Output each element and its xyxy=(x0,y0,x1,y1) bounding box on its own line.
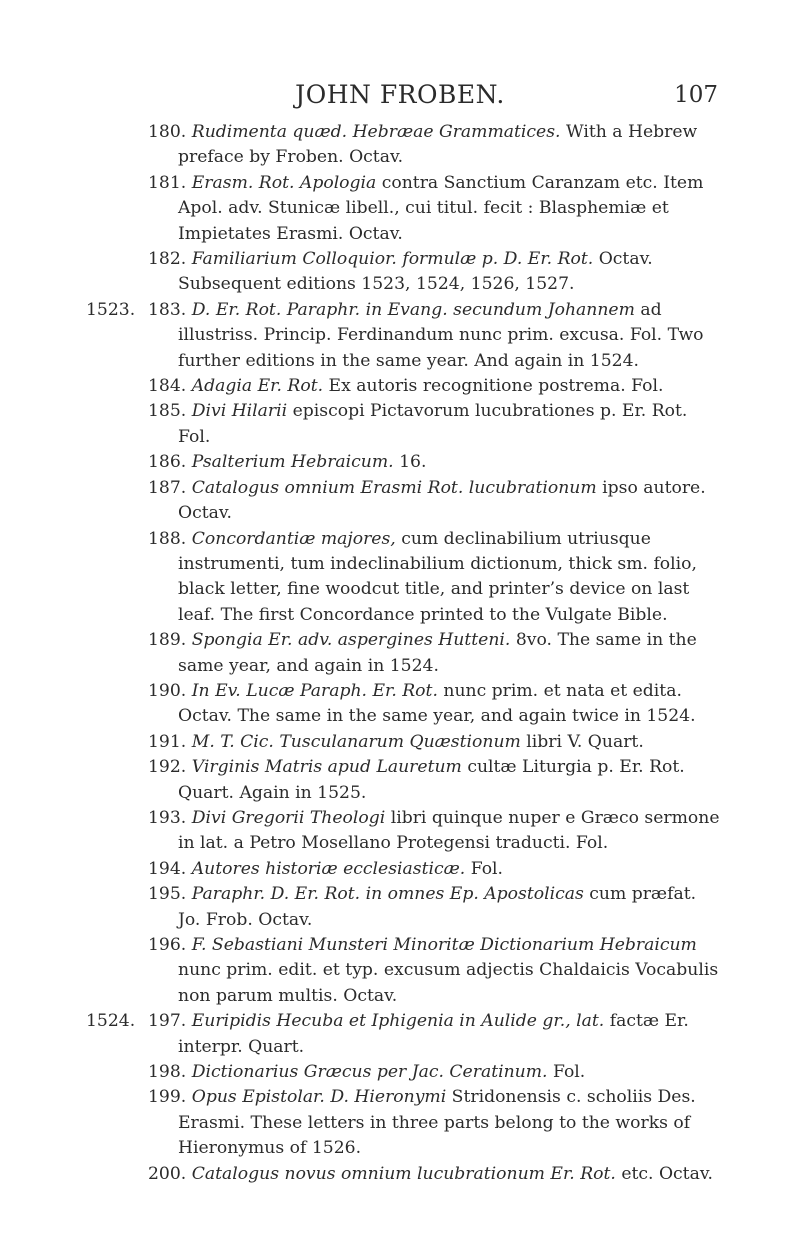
catalogue-entry xyxy=(148,1085,720,1161)
catalogue-entry xyxy=(148,399,720,450)
entry-description: Octav. Subsequent editions 1523, 1524, 1526, 1527. xyxy=(178,249,653,295)
page-number: 107 xyxy=(674,82,718,108)
entry-description: etc. Octav. xyxy=(615,1163,713,1184)
entry-number: 189. xyxy=(148,630,187,651)
entry-title: Catalogus novus omnium lucubrationum Er. Rot. xyxy=(191,1163,616,1184)
entry-title: Rudimenta quæd. Hebræae Grammatices. xyxy=(191,122,561,142)
catalogue-entry xyxy=(148,374,720,399)
entry-title: Concordantiæ majores, xyxy=(191,528,396,549)
entry-number: 193. xyxy=(148,807,187,828)
entry-year: 1523. xyxy=(86,299,136,320)
catalogue-entry xyxy=(148,1060,720,1085)
entry-title: Adagia Er. Rot. xyxy=(191,376,324,397)
entry-description: libri quinque nuper e Græco sermone in lat. a Petro Mosellano Protegensi traducti. Fol. xyxy=(178,807,720,854)
entry-number: 181. xyxy=(148,172,187,193)
entry-number: 191. xyxy=(148,731,187,752)
catalogue-entry xyxy=(148,247,720,298)
entry-number: 184. xyxy=(148,376,187,397)
entry-number: 180. xyxy=(148,122,187,142)
entry-description: 16. xyxy=(393,452,427,473)
entry-description: libri V. Quart. xyxy=(520,731,644,752)
catalogue-entry xyxy=(148,857,720,882)
entry-title: F. Sebastiani Munsteri Minoritæ Dictionarium Hebraicum xyxy=(191,935,697,955)
entry-title: Autores historiæ ecclesiasticæ. xyxy=(191,858,466,879)
entry-title: Divi Hilarii xyxy=(191,401,288,422)
entry-title: Euripidis Hecuba et Iphigenia in Aulide gr., lat. xyxy=(191,1011,605,1032)
entry-description: episcopi Pictavorum lucubrationes p. Er. Rot. Fol. xyxy=(178,401,688,447)
entry-title: Psalterium Hebraicum. xyxy=(191,452,394,473)
entry-number: 186. xyxy=(148,452,187,473)
entry-title: Virginis Matris apud Lauretum xyxy=(191,757,462,778)
entry-number: 185. xyxy=(148,401,187,422)
catalogue-entry xyxy=(86,1009,720,1060)
entry-description: nunc prim. edit. et typ. excusum adjectis Chaldaicis Vocabulis non parum multis. Octav. xyxy=(178,960,719,1006)
entry-number: 197. xyxy=(148,1011,187,1032)
catalogue-entry xyxy=(148,1162,720,1187)
entry-title: Spongia Er. adv. aspergines Hutteni. xyxy=(191,630,511,651)
entry-number: 194. xyxy=(148,858,187,879)
entry-title: M. T. Cic. Tusculanarum Quæstionum xyxy=(191,731,521,752)
entry-year: 1524. xyxy=(86,1011,136,1032)
entry-title: D. Er. Rot. Paraphr. in Evang. secundum Johannem xyxy=(191,299,635,320)
entry-description: cultæ Liturgia p. Er. Rot. Quart. Again in 1525. xyxy=(178,757,685,803)
catalogue-entry xyxy=(148,730,720,755)
entry-description: Fol. xyxy=(465,858,504,879)
entry-description: Fol. xyxy=(547,1062,586,1083)
catalogue-entries xyxy=(86,120,720,1187)
entry-description: nunc prim. et nata et edita. Octav. The same in the same year, and again twice in 1524. xyxy=(178,680,696,727)
entry-number: 182. xyxy=(148,249,187,270)
entry-title: Opus Epistolar. D. Hieronymi xyxy=(191,1087,447,1108)
entry-title: Familiarium Colloquior. formulæ p. D. Er. Rot. xyxy=(191,249,594,270)
catalogue-entry xyxy=(148,527,720,629)
entry-number: 196. xyxy=(148,935,187,955)
entry-title: Divi Gregorii Theologi xyxy=(191,807,386,828)
entry-number: 183. xyxy=(148,299,187,320)
entry-description: With a Hebrew preface by Froben. Octav. xyxy=(178,122,698,168)
entry-description: Stridonensis c. scholiis Des. Erasmi. These letters in three parts belong to the works of Hieronymus of 1526. xyxy=(178,1087,696,1159)
catalogue-entry xyxy=(148,806,720,857)
entry-number: 192. xyxy=(148,757,187,778)
entry-number: 198. xyxy=(148,1062,187,1083)
catalogue-entry xyxy=(148,628,720,679)
entry-description: contra Sanctium Caranzam etc. Item Apol. adv. Stunicæ libell., cui titul. fecit : Blasphemiæ et Impietates Erasmi. Octav. xyxy=(178,172,704,244)
entry-title: Dictionarius Græcus per Jac. Ceratinum. xyxy=(191,1062,548,1083)
entry-title: In Ev. Lucæ Paraph. Er. Rot. xyxy=(191,680,438,701)
running-head: JOHN FROBEN. xyxy=(295,80,505,109)
entry-title: Erasm. Rot. Apologia xyxy=(191,172,377,193)
catalogue-entry xyxy=(148,171,720,247)
entry-description: 8vo. The same in the same year, and again in 1524. xyxy=(178,630,697,676)
entry-number: 200. xyxy=(148,1163,187,1184)
catalogue-entry xyxy=(148,476,720,527)
catalogue-entry xyxy=(148,882,720,933)
catalogue-entry xyxy=(86,298,720,374)
catalogue-entry xyxy=(148,450,720,475)
catalogue-entry xyxy=(148,933,720,1009)
entry-number: 195. xyxy=(148,884,187,905)
entry-description: ad illustriss. Princip. Ferdinandum nunc prim. excusa. Fol. Two further editions in the same year. And again in 1524. xyxy=(178,299,704,371)
entry-description: ipso autore. Octav. xyxy=(178,477,706,524)
entry-description: factæ Er. interpr. Quart. xyxy=(178,1011,689,1057)
entry-title: Catalogus omnium Erasmi Rot. lucubrationum xyxy=(191,477,597,498)
entry-description: cum declinabilium utriusque instrumenti, tum indeclinabilium dictionum, thick sm. folio, black letter, fine woodcut title, and printer’s device on last leaf. The first Concordance printed to the Vulgate Bible. xyxy=(178,528,697,625)
entry-description: Ex autoris recognitione postrema. Fol. xyxy=(323,376,664,397)
page-header xyxy=(0,80,800,116)
entry-number: 188. xyxy=(148,528,187,549)
entry-number: 199. xyxy=(148,1087,187,1108)
entry-description: cum præfat. Jo. Frob. Octav. xyxy=(178,884,697,930)
entry-number: 190. xyxy=(148,680,187,701)
entry-title: Paraphr. D. Er. Rot. in omnes Ep. Apostolicas xyxy=(191,884,584,905)
entry-number: 187. xyxy=(148,477,187,498)
catalogue-entry xyxy=(148,755,720,806)
catalogue-entry xyxy=(148,120,720,171)
catalogue-entry xyxy=(148,679,720,730)
